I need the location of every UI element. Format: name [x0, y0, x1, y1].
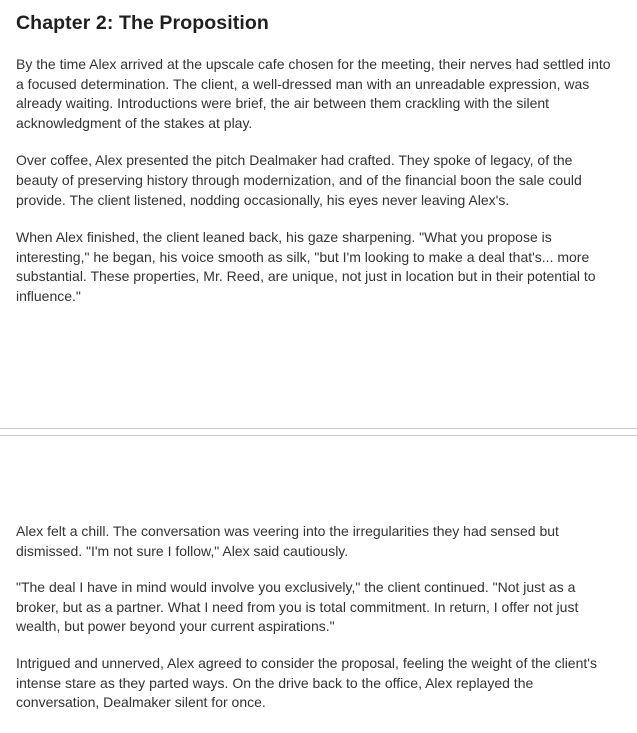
page-bottom-section: [16, 522, 616, 730]
paragraph: Alex felt a chill. The conversation was veering into the irregularities they had sensed but dismissed. "I'm not sure I follow," Alex said cautiously.: [16, 523, 559, 559]
page-top-section: [16, 10, 616, 325]
paragraph: "The deal I have in mind would involve you exclusively," the client continued. "Not just as a broker, but as a partner. What I need from you is total commitment. In return, I offer not just wealth, but power beyond your current aspirations.": [16, 579, 579, 635]
divider-line: [0, 435, 637, 436]
paragraph: By the time Alex arrived at the upscale cafe chosen for the meeting, their nerves had settled into a focused determination. The client, a well-dressed man with an unreadable expression, was already waiting. Introductions were brief, the air between them crackling with the silent acknowledgment of the stakes at play.: [16, 56, 611, 131]
paragraph: Over coffee, Alex presented the pitch Dealmaker had crafted. They spoke of legacy, of the beauty of preserving history through modernization, and of the financial boon the sale could provide. The client listened, nodding occasionally, his eyes never leaving Alex's.: [16, 152, 582, 208]
paragraph: When Alex finished, the client leaned back, his gaze sharpening. "What you propose is interesting," he began, his voice smooth as silk, "but I'm looking to make a deal that's... more substantial. These properties, Mr. Reed, are unique, not just in location but in their potential to influence.": [16, 229, 596, 304]
chapter-title: Chapter 2: The Proposition: [16, 12, 269, 34]
divider-line: [0, 428, 637, 429]
page-break-divider: [0, 428, 637, 436]
paragraph: Intrigued and unnerved, Alex agreed to consider the proposal, feeling the weight of the client's intense stare as they parted ways. On the drive back to the office, Alex replayed the conversation, Dealmaker silent for once.: [16, 654, 597, 711]
